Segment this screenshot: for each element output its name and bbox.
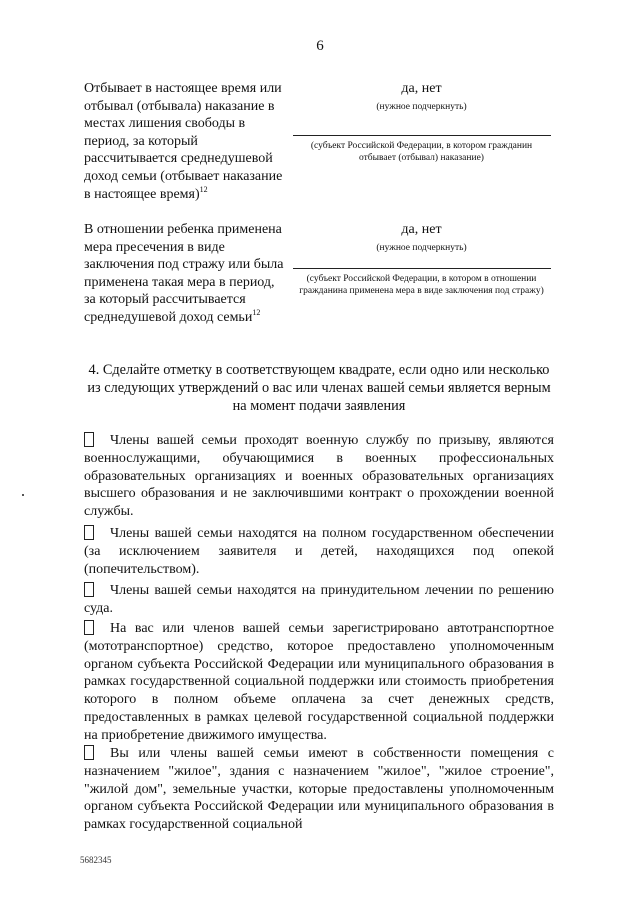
section-4-heading: 4. Сделайте отметку в соответствующем квадрате, если одно или несколько из следующих утверждений о вас или членах вашей семьи является верным на момент подачи заявления <box>87 362 551 414</box>
statement-compulsory-treatment-text: Члены вашей семьи находятся на принудительном лечении по решению суда. <box>84 583 554 616</box>
answer-custody <box>289 221 554 297</box>
subject-input-line[interactable] <box>293 135 551 136</box>
footnote-marker: 12 <box>199 184 208 194</box>
yes-no-options[interactable]: да, нет <box>401 222 442 237</box>
question-custody-label: В отношении ребенка применена мера пресечения в виде заключения под стражу или была применена такая мера в период, за который рассчитывается среднедушевой доход семьи <box>84 222 284 325</box>
footnote-marker: 12 <box>252 307 261 317</box>
subject-hint: (субъект Российской Федерации, в котором гражданин отбывает (отбывал) наказание) <box>310 141 533 163</box>
options-hint: (нужное подчеркнуть) <box>376 102 467 112</box>
question-custody-text <box>84 221 289 327</box>
options-hint: (нужное подчеркнуть) <box>376 243 467 253</box>
checkbox-compulsory-treatment[interactable] <box>84 582 94 597</box>
checkbox-vehicle[interactable] <box>84 620 94 635</box>
subject-hint: (субъект Российской Федерации, в котором в отношении гражданина применена мера в виде заключения под стражу) <box>299 274 544 296</box>
page-number: 6 <box>316 38 324 54</box>
statement-state-support <box>84 525 554 578</box>
yes-no-options[interactable]: да, нет <box>401 81 442 96</box>
statement-military-text: Члены вашей семьи проходят военную службу по призыву, являются военнослужащими, обучающимися в военных профессиональных образовательных организациях и военных образовательных организациях высшего образования и не заключившими контракт о прохождении военной службы. <box>84 433 554 520</box>
margin-dot <box>22 494 24 496</box>
statement-vehicle <box>84 620 554 745</box>
question-prison-text <box>84 80 289 203</box>
document-code: 5682345 <box>80 855 112 865</box>
statement-property-text: Вы или члены вашей семьи имеют в собственности помещения с назначением "жилое", здания с назначением "жилое", "жилое строение", "жилой дом", земельные участки, которые предоставлены уполномоченным органом субъекта Российской Федерации или муниципального образования в рамках государственной социальной <box>84 746 554 833</box>
statement-compulsory-treatment <box>84 582 554 618</box>
statement-vehicle-text: На вас или членов вашей семьи зарегистрировано автотранспортное (мототранспортное) средство, которое предоставлено уполномоченным органом субъекта Российской Федерации или муниципального образования в рамках государственной социальной поддержки или стоимость приобретения которого в полном объеме оплачена за счет денежных средств, предоставленных в рамках целевой государственной социальной поддержки на приобретение движимого имущества. <box>84 621 554 743</box>
statement-state-support-text: Члены вашей семьи находятся на полном государственном обеспечении (за исключением заявителя и детей, находящихся под опекой (попечительством). <box>84 526 554 577</box>
checkbox-military[interactable] <box>84 432 94 447</box>
statement-military <box>84 432 554 521</box>
checkbox-property[interactable] <box>84 745 94 760</box>
question-prison-label: Отбывает в настоящее время или отбывал (отбывала) наказание в местах лишения свободы в период, за который рассчитывается среднедушевой доход семьи (отбывает наказание в настоящее время) <box>84 81 283 202</box>
subject-input-line[interactable] <box>293 268 551 269</box>
statement-property <box>84 745 554 834</box>
checkbox-state-support[interactable] <box>84 525 94 540</box>
answer-prison <box>289 80 554 164</box>
